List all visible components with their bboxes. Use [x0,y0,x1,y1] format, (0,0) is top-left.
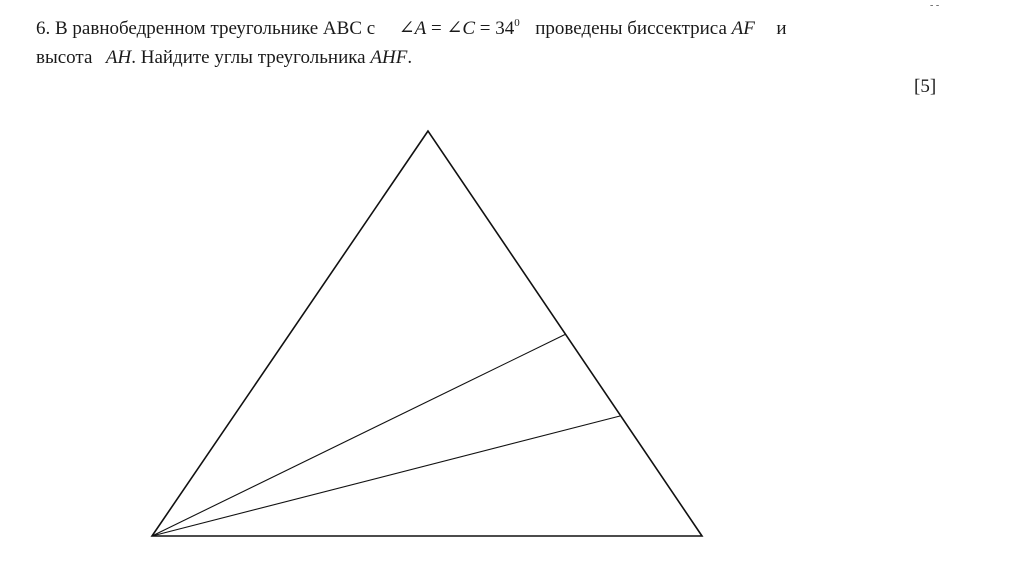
problem-continuation-text: проведены биссектриса [535,18,727,39]
angle-a-symbol: ∠A [398,18,427,39]
page-corner-mark: - - [930,0,940,11]
conjunction-text: и [776,18,787,39]
points-marker: [5] [914,76,937,97]
problem-intro-text: В равнобедренном треугольнике АВС с [55,18,376,39]
final-period: . [407,47,413,68]
angle-value: $34^0$ [495,17,520,39]
equals-sign-2: = [479,18,491,39]
equals-sign-1: = [430,18,442,39]
triangle-abc [152,131,702,536]
question-text: . Найдите углы треугольника [131,47,366,68]
problem-number: 6. [36,18,51,39]
target-triangle-label: AHF [370,47,408,68]
degree-mark: 0 [514,17,520,29]
height-word: высота [36,47,93,68]
angle-c-symbol: ∠C [446,18,476,39]
bisector-af-label: AF [731,18,755,39]
height-ah-label: AH [105,47,132,68]
bisector-line [152,334,566,536]
